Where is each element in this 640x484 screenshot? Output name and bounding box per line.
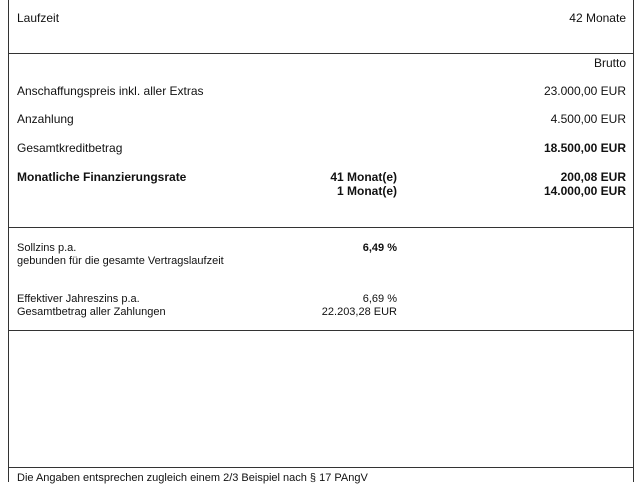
gesamtbetrag-value: 22.203,28 EUR	[321, 306, 397, 318]
footer-note: Die Angaben entsprechen zugleich einem 2/3 Beispiel nach § 17 PAngV	[17, 472, 368, 484]
effektiv-label: Effektiver Jahreszins p.a.	[17, 293, 140, 305]
rate-line2-months: 1 Monat(e)	[337, 184, 397, 198]
section-divider-bottom	[8, 467, 633, 468]
document-frame	[8, 0, 634, 482]
anschaffungspreis-label: Anschaffungspreis inkl. aller Extras	[17, 84, 204, 98]
laufzeit-value: 42 Monate	[569, 11, 626, 25]
section-divider-lower	[8, 330, 633, 331]
anzahlung-label: Anzahlung	[17, 112, 74, 126]
anzahlung-value: 4.500,00 EUR	[550, 112, 626, 126]
gesamtkreditbetrag-label: Gesamtkreditbetrag	[17, 141, 123, 155]
rate-line2-amount: 14.000,00 EUR	[543, 184, 626, 198]
brutto-header: Brutto	[593, 56, 626, 70]
anschaffungspreis-value: 23.000,00 EUR	[543, 84, 626, 98]
section-divider-middle	[8, 227, 633, 228]
rate-line1-months: 41 Monat(e)	[330, 170, 397, 184]
effektiv-value: 6,69 %	[362, 293, 397, 305]
sollzins-sublabel: gebunden für die gesamte Vertragslaufzeit	[17, 255, 224, 267]
laufzeit-label: Laufzeit	[17, 11, 60, 25]
gesamtkreditbetrag-value: 18.500,00 EUR	[543, 141, 626, 155]
gesamtbetrag-label: Gesamtbetrag aller Zahlungen	[17, 306, 166, 318]
sollzins-label: Sollzins p.a.	[17, 242, 77, 254]
section-divider-top	[8, 53, 633, 54]
finanzierungsrate-label: Monatliche Finanzierungsrate	[17, 170, 187, 184]
sollzins-value: 6,49 %	[362, 242, 397, 254]
rate-line1-amount: 200,08 EUR	[560, 170, 626, 184]
